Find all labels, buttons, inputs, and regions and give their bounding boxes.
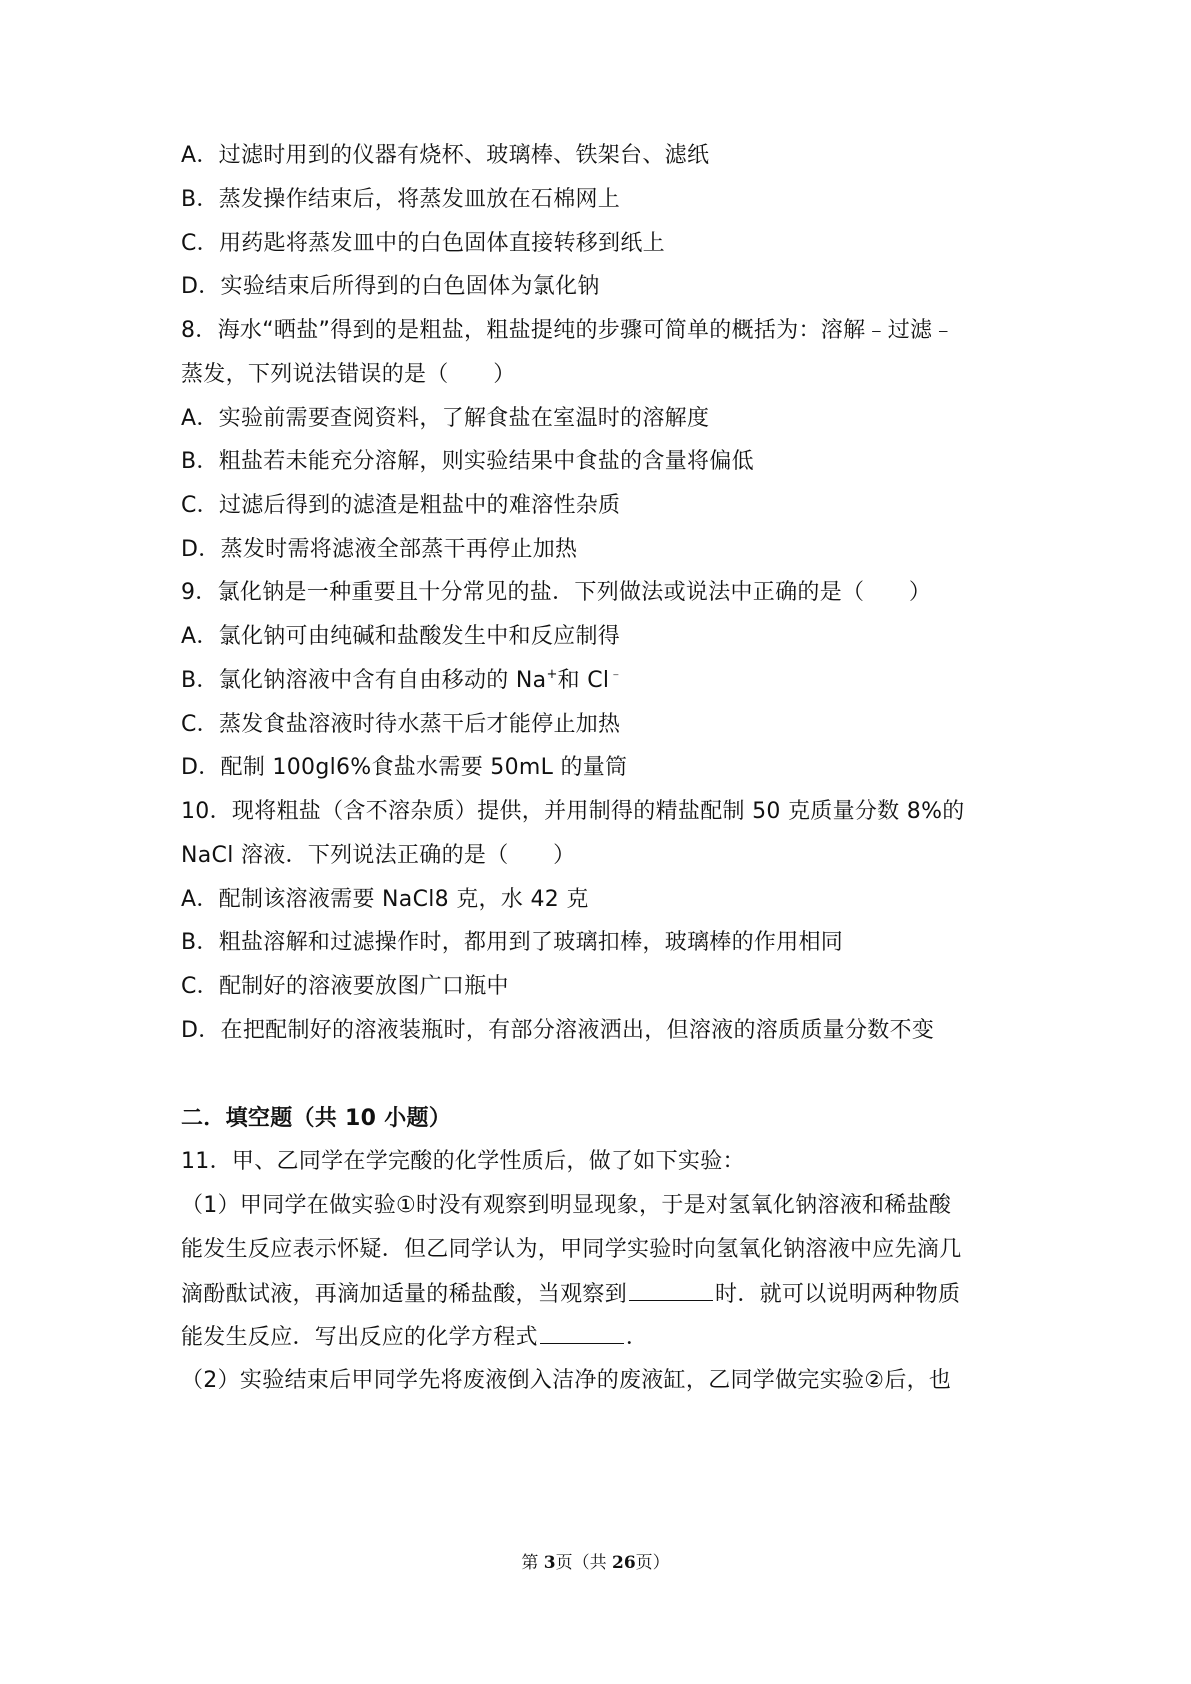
footer-page-number: 3 xyxy=(543,1553,556,1573)
footer-total-pages: 26 xyxy=(611,1553,636,1573)
q10-option-c: C．配制好的溶液要放图广口瓶中 xyxy=(181,974,509,999)
q11-part1-line4 xyxy=(181,1323,648,1352)
q7-option-b: B．蒸发操作结束后，将蒸发皿放在石棉网上 xyxy=(181,187,621,212)
q8-option-d: D．蒸发时需将滤液全部蒸干再停止加热 xyxy=(181,537,578,562)
q9-option-b xyxy=(181,667,623,695)
q8-option-c: C．过滤后得到的滤渣是粗盐中的难溶性杂质 xyxy=(181,493,621,518)
q9-option-a: A．氯化钠可由纯碱和盐酸发生中和反应制得 xyxy=(181,624,621,649)
q9-option-b-mid: 和 Cl xyxy=(557,668,610,693)
q8-option-b: B．粗盐若未能充分溶解，则实验结果中食盐的含量将偏低 xyxy=(181,449,754,474)
q11-part1-line3 xyxy=(181,1280,960,1309)
page-footer xyxy=(0,1548,1191,1573)
q10-option-d: D．在把配制好的溶液装瓶时，有部分溶液洒出，但溶液的溶质质量分数不变 xyxy=(181,1018,935,1043)
q11-part1-line1: （1）甲同学在做实验①时没有观察到明显现象，于是对氢氧化钠溶液和稀盐酸 xyxy=(181,1193,952,1218)
q11-part1-line2: 能发生反应表示怀疑．但乙同学认为，甲同学实验时向氢氧化钠溶液中应先滴几 xyxy=(181,1237,962,1262)
sodium-charge: + xyxy=(546,667,558,682)
q7-option-c: C．用药匙将蒸发皿中的白色固体直接转移到纸上 xyxy=(181,231,665,256)
q8-stem-line1: 8．海水“晒盐”得到的是粗盐，粗盐提纯的步骤可简单的概括为：溶解﹣过滤﹣ xyxy=(181,318,955,343)
q8-option-a: A．实验前需要查阅资料，了解食盐在室温时的溶解度 xyxy=(181,406,710,431)
q9-option-c: C．蒸发食盐溶液时待水蒸干后才能停止加热 xyxy=(181,712,621,737)
q8-stem-line2: 蒸发，下列说法错误的是（ ） xyxy=(181,362,516,387)
footer-suffix: 页） xyxy=(635,1553,670,1573)
q9-stem: 9．氯化钠是一种重要且十分常见的盐．下列做法或说法中正确的是（ ） xyxy=(181,580,932,605)
q7-option-a: A．过滤时用到的仪器有烧杯、玻璃棒、铁架台、滤纸 xyxy=(181,143,710,168)
footer-prefix: 第 xyxy=(521,1553,544,1573)
q11-stem: 11．甲、乙同学在学完酸的化学性质后，做了如下实验： xyxy=(181,1149,745,1174)
q10-option-b: B．粗盐溶解和过滤操作时，都用到了玻璃扣棒，玻璃棒的作用相同 xyxy=(181,930,844,955)
answer-blank[interactable] xyxy=(629,1280,713,1301)
q11-line4-text-b: ． xyxy=(625,1325,649,1350)
q9-option-b-prefix: B．氯化钠溶液中含有自由移动的 Na xyxy=(181,668,547,693)
answer-blank[interactable] xyxy=(540,1323,624,1344)
q7-option-d: D．实验结束后所得到的白色固体为氯化钠 xyxy=(181,274,600,299)
q10-stem-line2: NaCl 溶液．下列说法正确的是（ ） xyxy=(181,843,576,868)
q11-part2-line1: （2）实验结束后甲同学先将废液倒入洁净的废液缸，乙同学做完实验②后，也 xyxy=(181,1368,952,1393)
q11-line3-text-a: 滴酚酞试液，再滴加适量的稀盐酸，当观察到 xyxy=(181,1282,628,1307)
section-heading: 二．填空题（共 10 小题） xyxy=(181,1106,452,1131)
q10-stem-line1: 10．现将粗盐（含不溶杂质）提供，并用制得的精盐配制 50 克质量分数 8%的 xyxy=(181,799,965,824)
q9-option-d: D．配制 100gl6%食盐水需要 50mL 的量筒 xyxy=(181,755,628,780)
footer-middle: 页（共 xyxy=(555,1553,612,1573)
q11-line3-text-b: 时．就可以说明两种物质 xyxy=(715,1282,961,1307)
q11-line4-text-a: 能发生反应．写出反应的化学方程式 xyxy=(181,1325,538,1350)
chloride-charge: ﹣ xyxy=(609,667,623,682)
q10-option-a: A．配制该溶液需要 NaCl8 克，水 42 克 xyxy=(181,887,589,912)
